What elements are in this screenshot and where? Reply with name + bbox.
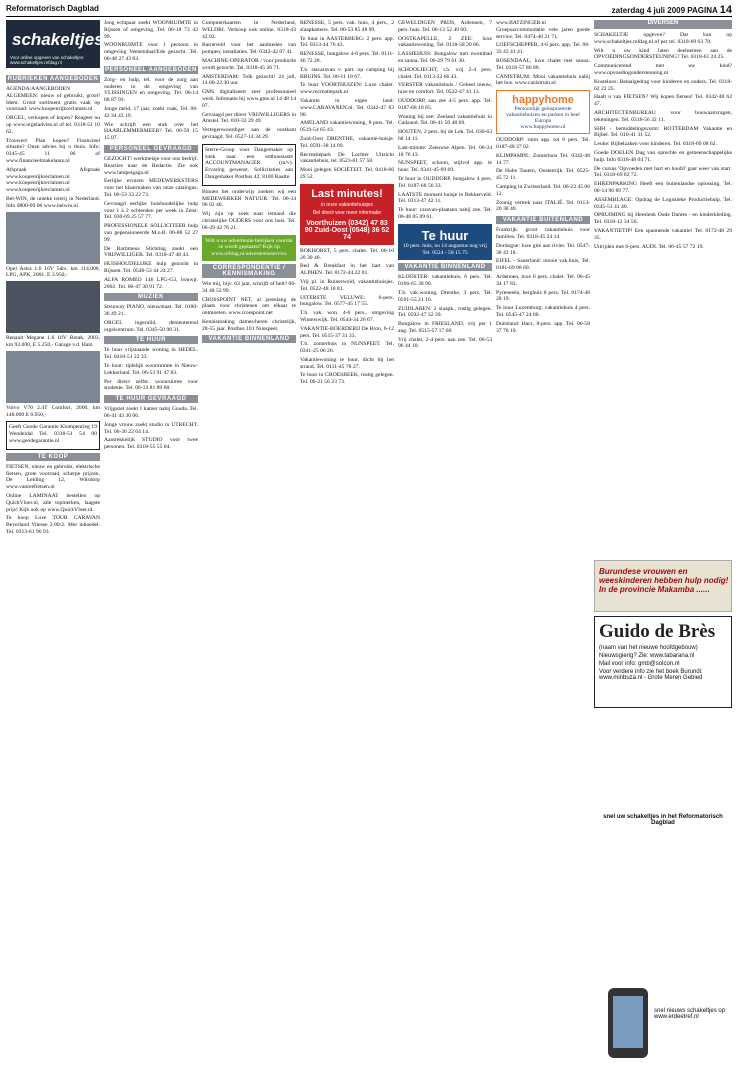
ad-text: GEZOCHT! werkmeisje voor ons bedrijf. Reacties naar de Redactie. Zie ook www.lampeigaga.nl: [104, 155, 198, 176]
ad-text: Te huur Luxemburg: vakantiehuis 4 pers. Tel. 0545-47 24 00.: [496, 305, 590, 318]
ad-text: KLOOSTER: vakantiehuis, 6 pers. Tel. 0166-65 38 90.: [398, 274, 492, 288]
ad-text: LASSIEHUIS: Bungalow met zwembad en sauna. Tel. 06-29 79 61 30.: [398, 51, 492, 64]
te-huur-ad: [398, 224, 492, 261]
ad-text: Steinway PIANO, nieuwstaat. Tel. 0180-36 49 21.: [104, 304, 198, 318]
section-header-rubrieken: RUBRIEKEN AANGEBODEN: [7, 76, 99, 82]
ad-text: OPRUIMING bij Heeslenk Oude Dames - en kinderkleding. Tel. 0318-12 34 56.: [594, 212, 732, 226]
phone-promo-ad: [600, 986, 732, 1064]
te-huur-title: Te huur: [421, 227, 469, 243]
ad-text: LAATSTE moment huisje in Bekkerveld. Tel. 0313-47 42 11.: [398, 191, 492, 205]
guido-line-1: Nieuwsgierig? Zie: www.tabarana.nl: [599, 653, 695, 659]
last-minutes-title: Last minutes!: [311, 187, 383, 200]
burundi-ad: [594, 560, 732, 612]
ad-text: Jonge vrouw zoekt studio in UTRECHT. Tel. 06-36 22 64 14.: [104, 421, 198, 435]
ad-text: CANISTRUM: Mooi vakantiehuis nabij het bos. www.canistrum.nl: [496, 73, 590, 87]
section-header-vakantie-binnenland: VAKANTIE BINNENLAND: [202, 335, 296, 343]
ad-text: AMELAND vakantiewoning, 8 pers. Tel. 0519-54 65 43.: [300, 120, 394, 134]
column-2: [104, 20, 198, 453]
ad-text: Gevraagd eerlijke huishoudelijke hulp voor 1 à 2 ochtenden per week in Zeist. Tel. 030-69 25 57 77.: [104, 200, 198, 221]
ad-text: MACHINE-OPERATOR / voor productie wordt gezocht. Tel. 0318-45 26 71.: [202, 57, 296, 71]
ad-text: Ardennen, luxe 6 pers. chalet. Tel. 06-45 34 17 83.: [496, 273, 590, 287]
service-notice: Wilt u uw advertentie bekijken voordat ze wordt geplaatst? Kijk op www.refdag.nl/advertentieservice: [202, 235, 296, 261]
section-header-te-huur-gevraagd: TE HUUR GEVRAAGD: [104, 395, 198, 403]
ad-text: Binnen het onderwijs zoeken wij een MEDEWERKER NATUUR. Tel. 06-34 96 03 40.: [202, 188, 296, 209]
ad-text: ORGEL, verkopen of kopen? Reageer nu op www.orgeladvies.nl of tel. 0318-51 10 62.: [6, 115, 100, 135]
bordered-ad: Sterre-Group voor Dangemaker op zoek naar een enthousiaste ACCOUNTMANAGER (m/v). Ervaring gewenst. Sollicitaties aan Dangemaker Postbus 42, 8100 Raalte.: [202, 144, 296, 186]
ad-text: ALFA ROMEO 146 LPG-G3, bouwjr. 2002. Tel. 06-47 30 91 72.: [104, 276, 198, 290]
ad-text: ASSEMBLAGE: Opdrag de Logistieke Productiehulp. Tel. 0345-51 41 40.: [594, 196, 732, 210]
section-header-te-koop: TE KOOP: [6, 453, 100, 461]
ad-text: Barneveld voor het aanbieden van pompen, installaties. Tel. 0342-42 07 41.: [202, 42, 296, 56]
ad-text: Zorg- en hulp, tel. voor de zorg aan ouderen in de omgeving van VLISSINGEN en omgeving. Tel. 06-14 68 87 93.: [104, 76, 198, 104]
ad-text: HOUTEN, 2 pers. bij de Lek. Tel. 030-63 68 14 11.: [398, 129, 492, 142]
ad-text: Jonge meid, 17 jaar, zoekt vaak, Tel. 06-42 34 43 19.: [104, 105, 198, 119]
happyhome-logo: happyhome: [512, 94, 574, 107]
guido-line-2: Mail voor info: gmb@solcon.nl: [599, 661, 680, 667]
te-huur-phone: Tel. 0524 - 58 15 75: [422, 249, 468, 256]
ad-text: OUDDORP: ruim app. tot 6 pers. Tel. 0187-48 37 02.: [496, 137, 590, 150]
ad-text: AMSTERDAM: Tolk gezocht! 24 juli, 14.00-22.30 uur.: [202, 73, 296, 87]
schakeltjes-logo: [6, 20, 104, 68]
guido-de-bres-ad: [594, 616, 732, 708]
guido-sub: (naam van het nieuwe hoofdgebouw): [599, 645, 698, 651]
ad-text: Te huur: tijdelijk woonruimte in Nieuw-Lekkerland. Tel. 06-53 91 47 83.: [104, 363, 198, 376]
ad-text: RENESSE, bungalow 4-6 pers. Tel. 0111-46 72 20.: [300, 51, 394, 64]
ad-text: Vrij pl. in Ruinerwold, vakantiehuisjes. Tel. 0522-48 18 81.: [300, 278, 394, 292]
ad-text: Vertegenwoordiger aan de oostkant gevraagd. Tel. 0527-14 34 29.: [202, 127, 296, 140]
ad-text: Vrij chalet, 2-4 pers. aan zee. Tel. 06-53 96 44 10.: [398, 336, 492, 350]
ad-text: Bel-WIN, de unieke loterij in Nederland. Info 0800-09 06 www.belwin.nl: [6, 195, 100, 209]
ad-text: Computerkaarten in Nederland, WELDRI. Verkoop ook online. 0318-43 42 02.: [202, 20, 296, 40]
section-header-muziek: MUZIEK: [104, 293, 198, 301]
last-minutes-phone: Voorthuizen (0342) 47 83 90 Zuid-Oost (0548) 36 52 74: [304, 219, 390, 241]
page-date: zaterdag 4 juli 2009 PAGINA 14: [611, 4, 732, 16]
ad-text: OOSTKAPELLE, 2 ZEE: luxe vakantiewoning. Tel. 0118-58 20 06.: [398, 35, 492, 49]
ad-text: Vakantie in eigen land: www.CARAVANEN.nl. Tel. 0342-47 83 90.: [300, 97, 394, 118]
section-header-vakantie-buitenland: VAKANTIE BUITENLAND: [496, 216, 590, 224]
ad-text: Wilt u uw kind laten deelnemen aan de OPVOEDINGSONDERSTEUNING? Tel. 0318-61 24 25.: [594, 47, 732, 61]
ad-text: BOKHORST, 5 pers. chalet. Tel. 06-10 20 30 40.: [300, 247, 394, 261]
ad-text: De Hohe Tauern, Oostenrijk. Tel. 0525-45 72 11.: [496, 168, 590, 182]
ad-text: EIFEL - Sauerland: mooie vak.huis, Tel. 0181-69 08 60.: [496, 258, 590, 272]
ad-text: OUDDORP, aan zee 4-5 pers. app. Tel. 0187-68 10 85.: [398, 97, 492, 111]
ad-text: Te huur VOORTHUIZEN: Luxe chalet. www.recreatiepark.nl: [300, 82, 394, 96]
ad-text: T.h. stacaravan v. part. op camping bij BRUINS. Tel. 06-11 18 67.: [300, 66, 394, 80]
column-3: [202, 20, 296, 346]
ad-text: ZUIDLAREN: 2 slaapk., rustig gelegen. Tel. 0592-47 32 39.: [398, 305, 492, 319]
ad-text: SCHOOLJECHT, t.h. vrij 2-4 pers. chalet. Tel. 0113-22 66 43.: [398, 66, 492, 80]
ad-text: Frankrijk: groot vakantiehuis voor families. Tel. 0318-45 24 14.: [496, 227, 590, 240]
ad-text: LOEFSCHEPPER, 4-6 pers. app. Tel. 06-33 43 41 41.: [496, 42, 590, 56]
ad-text: Wij zijn op zoek naar iemand die christelijke OUDERS voor ons huis. Tel. 06-29 42 76 21.: [202, 211, 296, 231]
ad-text: Aantrekkelijk STUDIO voor twee personen. Tel. 0318-55 55 04.: [104, 437, 198, 451]
ad-text: GEWELDIGEN PRIJS, Ardennen, 7 pers. huis. Tel. 06-13 52 49 60.: [398, 20, 492, 33]
ad-text: FIETSEN, nieuw en gebruikt, elektrische fietsen, grote voorraad, scherpe prijzen. De Leiding 12, Wilsdorp www.vanreefietsen.nl: [6, 463, 100, 491]
guido-title: Guido de Brès: [599, 621, 716, 642]
ad-text: Camping in Zwitserland. Tel. 06-23 45 06 12.: [496, 183, 590, 197]
ad-text: VAKANTIETIP! Een spannende vakantie! Tel. 0172-48 29 35.: [594, 227, 732, 241]
ad-text: AGENDA/AANGEBODEN ALGEMEEN: nieuw of gebruikt, groot! Idem. Groot sortiment gratis vaak op voorraad: www.koopenrijkreclamen.nl: [6, 86, 100, 113]
ad-text: Pyreneeën, berghuis 8 pers. Tel. 0174-48 28 19.: [496, 289, 590, 303]
garage-ad: Geeft Geode Garantie Klompenrieg 19 Wendeldal Tel. 0318-51 54 00 www.geodegarantie.nl: [6, 421, 100, 449]
ad-text: UITERSTE VELUWE: 6-pers. bungalow. Tel. 0577-45 17 55.: [300, 294, 394, 308]
car-photo: [6, 281, 100, 333]
ad-text: Kennismaking dames/heren christelijk, 28-55 jaar. Postbus 101 Nunspeet.: [202, 318, 296, 332]
ad-text: Communicerend met uw kind? www.opvoedingondersteuning.nl: [594, 63, 732, 76]
ad-text: Zonnig vertrek naar ITALIË. Tel. 0113-20 38 40.: [496, 199, 590, 213]
ad-text: CROSSPOINT NET, al jarenlang de plaats voor christenen om elkaar te ontmoeten. www.crosspoint.net: [202, 296, 296, 317]
ad-text: Te huur: caravan-plaatsen nabij zee. Tel. 06-48 05 09 61.: [398, 207, 492, 220]
ad-text: De Bartimeus Stichting zoekt een VRIJWILLIGER. Tel. 0318-47 48 43.: [104, 245, 198, 259]
happyhome-url: www.happyhome.nl: [520, 124, 566, 131]
section-header-te-huur: TE HUUR: [104, 336, 198, 344]
ad-text: Kosteloos: Betaalgedrag voor kinderen en ouders. Tel. 0318-62 22 25.: [594, 78, 732, 92]
promo-small-ad: snel uw schakeltjes in het Reformatorisch Dagblad: [603, 814, 723, 826]
ad-text: VERSTER vakantiehuis / Geheel nieuw, luxe en comfort. Tel. 0522-47 41 13.: [398, 82, 492, 96]
ad-text: Duitsland: Harz, 8-pers. app. Tel. 06-58 37 70 10.: [496, 320, 590, 334]
car-photo: [6, 212, 100, 264]
ad-text: T.h. vak.woning, Drenthe, 3 pers. Tel. 0591-55 21 10.: [398, 289, 492, 303]
ad-text: Per direct zelfst. woonruimte voor studente. Tel. 06-13 81 89 68.: [104, 378, 198, 392]
ad-text: De cursus 'Opvoeden met hart en hoofd' gaat weer van start. Tel. 0318-69 82 72.: [594, 165, 732, 179]
ad-text: HUISHOUDELIJKE hulp gezocht in Rijssen. Tel. 0548-53 44 24 27.: [104, 261, 198, 274]
ad-text: Vrijgezel zoekt 1 kamer nabij Gouda. Tel. 06-41 43 30 06.: [104, 406, 198, 420]
column-1: [6, 72, 100, 538]
ad-text: Bed & Breakfast in het hart van ALPHEN. Tel. 0172-44 22 01.: [300, 263, 394, 277]
ad-text: www.BATZINGER.nl Groepsaccommodatie vele jaren goede service. Tel. 0474-40 21 71.: [496, 20, 590, 40]
header-rule: [6, 16, 732, 17]
burundi-text: Burundese vrouwen en weeskinderen hebben hulp nodig! In de provincie Makamba ......: [599, 567, 729, 594]
ad-text: NUNSPEET, schoon, stijlvol app. te huur. Tel. 0341-45 69 69.: [398, 160, 492, 174]
ad-text: T.h. zomerhuis in NUNSPEET. Tel. 0341-25 06 26.: [300, 341, 394, 355]
ad-text: Jong echtpaar zoekt WOONRUIMTE in Rijssen of omgeving. Tel. 06-18 73 42 99.: [104, 20, 198, 40]
section-header-personeel-gevraagd: PERSONEEL GEVRAAGD: [104, 145, 198, 153]
ad-text: Te huur in AASTERBERG: 2 pers. app. Tel. 0313-44 76 43.: [300, 35, 394, 49]
ad-text: Trouwen! Plan kopen? Financieel situatie? Onze advies bij u thuis. Info: 0345-45 11 06 of www.financieelmakelaars.nl: [6, 137, 100, 164]
ad-text: ARCHITECTENBUREAU voor bouwaanvragen, tekeningen. Tel. 0318-56 32 11.: [594, 109, 732, 123]
ad-text: WOONRUIMTE voor 1 persoon in omgeving Veenendaal/Ede gezocht. Tel. 06-48 27 43 83.: [104, 42, 198, 62]
ad-text: RENESSE, 5 pers. vak. huis, 4 pers., 2 slaapkamers. Tel. 06-53 85 48 99.: [300, 20, 394, 33]
last-minutes-sub: in onze vakantiehuisjes: [321, 201, 373, 208]
last-minutes-line: Bel direct voor meer informatie: [312, 209, 382, 216]
paper-name: Reformatorisch Dagblad: [6, 4, 99, 13]
car-ad: Volvo V70 2.4T Comfort, 2000, km 148.000 E 6.950,-: [6, 404, 100, 418]
ad-text: KLIMPAMPE: Zomerhuis Tel. 0342-48 14 77.: [496, 152, 590, 166]
column-4: [300, 20, 394, 388]
ad-text: VAKANTIE-BOERDERIJ De Bron, 6-12 pers. Tel. 0515-37 31 33.: [300, 325, 394, 339]
ad-text: Leuke: Bijbelzaken voor kinderen. Tel. 0318-69 08 62.: [594, 141, 717, 148]
ad-text: ORGEL ingeruild, dementerend orgelcentrum. Tel. 0345-50 98 31.: [104, 319, 198, 333]
car-ad: Renault Megane 1.6 16V Break, 2003, km 92.000, E 5.250,- Garage v.d. Ham: [6, 335, 100, 348]
ad-text: Haalt u van FIETSEN? Wij kopen fietsen! Tel. 0342-48 62 47.: [594, 94, 732, 108]
ad-text: PROFESSIONELE SOLLICITEER hulp van gepensioneerde M.o.R. 06-88 52 27 99.: [104, 223, 198, 243]
ad-text: Bungalow in FRIESLAND, vrij per 1 aug. Tel. 0515-57 17 60.: [398, 321, 492, 334]
section-header-personeel-aangeboden: PERSONEEL AANGEBODEN: [105, 66, 197, 73]
section-header-vakantie-binnenland: VAKANTIE BINNENLAND: [398, 263, 492, 271]
column-6: [496, 20, 590, 336]
ad-text: Woning bij zee: Zeeland vakantiehuis in Cadzand. Tel. 06-41 50 48 69.: [398, 113, 492, 127]
car-photo: [6, 351, 100, 403]
ad-text: SHH - bemiddelingsvorm: ROTTERDAM Vakantie en Bijbel. Tel. 010-41 31 52.: [594, 125, 732, 139]
logo-text: schakeltjes: [12, 30, 104, 49]
column-7: [594, 32, 732, 552]
ad-text: Recreatiepark De Lochter Uitzicht vakantiehuis, tel. 0523-61 57 58.: [300, 151, 394, 165]
ad-text: Last-minute: Zeeuwse Alpen. Tel. 06-34 18 76 13.: [398, 144, 492, 158]
column-5: [398, 20, 492, 352]
ad-text: Te huur vrijstaande woning in HEDEL. Tel. 0418-51 22 33.: [104, 347, 198, 361]
ad-text: Vakantiewoning te huur, dicht bij het strand. Tel. 0111-45 78 27.: [300, 356, 394, 370]
ad-text: Zuid-Oost DRENTHE, vakantie-huisje. Tel. 0591-38 14 09.: [300, 135, 394, 149]
ad-text: Gevraagd per direct VRIJWILLIGERS in Amstel. Tel. 010-33 29 49.: [202, 111, 296, 125]
ad-text: Uitrijden met 6-pers. AUDI. Tel. 06-45 57 72 19.: [594, 243, 704, 250]
ad-text: T.h. vak. won. 4-6 pers., omgeving Winterswijk. Tel. 0544-34 26 67.: [300, 310, 394, 323]
car-ad: Opel Astra 1.6 16V 5drs. km 114.000, LPG, APK, 2001. E 3.950,-: [6, 265, 100, 279]
last-minutes-ad: [300, 184, 394, 245]
ad-text: ROSENDAAL, luxe chalet met sauna. Tel. 0318-57 86 00.: [496, 57, 590, 71]
ad-text: Te huur in GROESBEEK, rustig gelegen. Tel. 06-21 56 23 73.: [300, 372, 394, 386]
phone-screen: [613, 996, 643, 1048]
ad-text: Eerlijke ervaren MEDEWERKSTERS voor het klaarmaken van onze catalogus. Tel. 06-53 33 22 73.: [104, 178, 198, 198]
ad-text: GMS digitaliseert zeer professioneel werk. Infomatie bij www.gms.nl 14 48 14 07.: [202, 89, 296, 109]
ad-text: Mooi gelegen SOCIËTEIT. Tel. 0418-66 29 52.: [300, 167, 394, 180]
guido-line-3: Voor verdere info zie het boek Burundi: www.minbuza.nl - Grote Meren Gebied: [599, 669, 703, 681]
phone-promo-text: snel nieuws schakeltjes op www.erdeetref.nl: [654, 1008, 726, 1020]
section-header-correspondentie: CORRESPONDENTIE / KENNISMAKING: [202, 264, 296, 278]
ad-text: Wie mij, bijv. 63 jaar, schrijft of belt? 06-34 48 53 99.: [202, 280, 296, 294]
ad-text: EHRENPARKING Heeft een buitenlandse oplossing. Tel. 06-14 96 89 77.: [594, 181, 732, 194]
ad-text: Wie schrijft een stuk over het HAARLEMMERMEER? Tel. 06-59 15 15 07.: [104, 121, 198, 142]
ad-text: Dordogne: luxe gite aan rivier. Tel. 0547-38 43 18.: [496, 242, 590, 256]
ad-text: Online LAMINAAT bestellen op QuickVloer.nl, alle topmerken, laagste prijs! Kijk ook op www.QuickVloer.nl.: [6, 492, 100, 513]
ad-text: Goede DOELEN Dag van oprechte en gemeenschappelijke hulp. Info 0318-48 04 71.: [594, 149, 732, 163]
section-header-diversen: DIVERSEN: [594, 20, 732, 29]
happyhome-ad: [496, 90, 590, 134]
ad-text: Te koop Luxe TOUR CARAVAN Beyerland Vitesse 2.80/2. Met inboedel. Tel. 0313-61 96 93.: [6, 515, 100, 535]
happyhome-text: Persoonlijk geïnspireerde vakantiehuizen en parken in heel Europa: [506, 106, 580, 125]
te-huur-sub: 10 pers. huis, nu 14 augustus nog vrij: [403, 242, 487, 249]
ad-text: SCHAKELTJE opgeven? Dat kan op www.schakeltjes.refdag.nl of per tel. 0318-69 63 70.: [594, 32, 732, 45]
ad-text: Te huur in OUDDORP, bungalow 4 pers. Tel. 0187-68 56 33.: [398, 175, 492, 189]
ad-text: Afspraak Afspraak www.koopenrijkreclamen.nl www.koopenrijkreclamen.nl www.koopenrijkreclamen.nl: [6, 166, 100, 194]
logo-tagline: Voor online opgeven van schakeltjes: www.schakeltjes.refdag.nl: [10, 55, 85, 65]
